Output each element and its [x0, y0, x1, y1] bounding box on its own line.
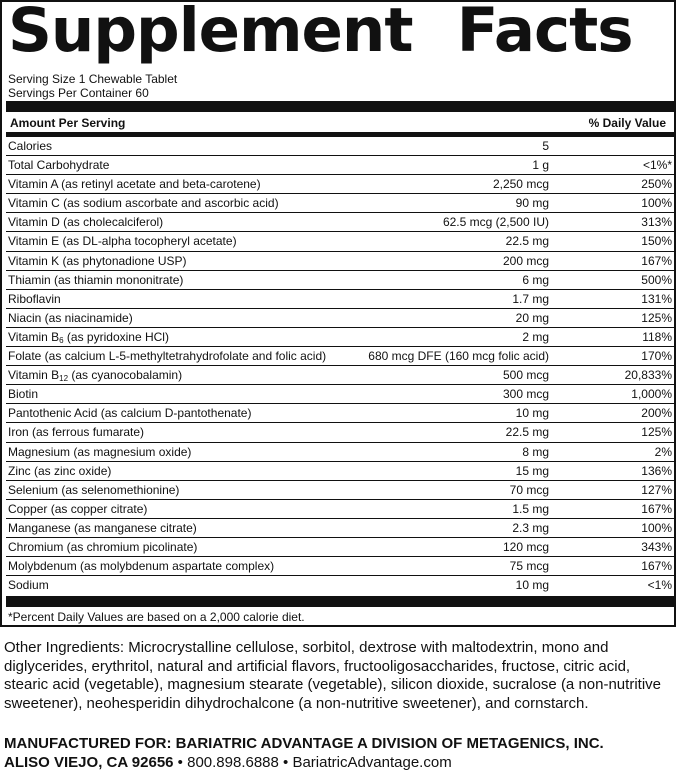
nutrient-amount: 680 mcg DFE (160 mcg folic acid)	[368, 349, 549, 364]
nutrient-daily-value: 127%	[641, 482, 672, 497]
nutrient-amount: 62.5 mcg (2,500 IU)	[442, 215, 549, 230]
nutrient-daily-value: 150%	[641, 234, 672, 249]
table-row	[6, 232, 674, 251]
nutrient-amount: 6 mg	[522, 272, 549, 287]
daily-value-header: % Daily Value	[588, 116, 666, 130]
table-row	[6, 347, 674, 366]
nutrient-daily-value: 20,833%	[624, 368, 672, 383]
nutrient-name: Vitamin A (as retinyl acetate and beta-carotene)	[8, 177, 261, 192]
nutrient-daily-value: 100%	[641, 196, 672, 211]
table-row	[6, 538, 674, 557]
table-row	[6, 576, 674, 595]
table-row	[6, 137, 674, 156]
nutrient-name: Sodium	[8, 578, 49, 593]
nutrient-amount: 2.3 mg	[512, 520, 549, 535]
thick-divider-bottom	[6, 596, 674, 607]
table-row	[6, 519, 674, 538]
nutrient-daily-value: 118%	[642, 329, 672, 344]
nutrient-amount: 22.5 mg	[505, 425, 549, 440]
nutrient-name: Chromium (as chromium picolinate)	[8, 539, 198, 554]
nutrient-amount: 70 mcg	[509, 482, 549, 497]
nutrient-amount: 10 mg	[515, 406, 549, 421]
nutrient-name: Magnesium (as magnesium oxide)	[8, 444, 192, 459]
table-row	[6, 385, 674, 404]
nutrient-name: Calories	[8, 139, 53, 153]
table-row	[6, 213, 674, 232]
table-row	[6, 557, 674, 576]
nutrient-daily-value: 313%	[641, 215, 672, 230]
table-row	[6, 404, 674, 423]
nutrient-daily-value: <1%*	[642, 158, 672, 173]
table-row	[6, 309, 674, 328]
nutrient-daily-value: 136%	[641, 463, 672, 478]
panel-title: Supplement Facts	[8, 0, 633, 66]
nutrient-name: Vitamin $B_{12}$ (as cyanocobalamin)	[8, 368, 183, 384]
nutrient-table	[6, 137, 674, 595]
nutrient-name: Vitamin C (as sodium ascorbate and ascorbic acid)	[8, 196, 279, 211]
nutrient-daily-value: 170%	[641, 349, 672, 364]
nutrient-amount: 90 mg	[515, 196, 549, 211]
nutrient-name: Pantothenic Acid (as calcium D-pantothenate)	[8, 406, 252, 421]
nutrient-amount: 1.7 mg	[512, 291, 549, 306]
nutrient-daily-value: 131%	[641, 291, 672, 306]
nutrient-name: Vitamin K (as phytonadione USP)	[8, 253, 187, 268]
nutrient-name: Iron (as ferrous fumarate)	[8, 425, 145, 440]
nutrient-name: Biotin	[8, 387, 39, 402]
nutrient-name: Vitamin E (as DL-alpha tocopheryl acetate)	[8, 234, 237, 249]
nutrient-daily-value: 167%	[641, 501, 672, 516]
table-header	[10, 114, 666, 132]
nutrient-amount: 500 mcg	[502, 368, 549, 383]
table-row	[6, 500, 674, 519]
daily-value-footnote: *Percent Daily Values are based on a 2,000 calorie diet.	[8, 610, 305, 624]
nutrient-name: Riboflavin	[8, 291, 61, 306]
nutrient-daily-value: 1,000%	[631, 387, 672, 402]
nutrient-name: Copper (as copper citrate)	[8, 501, 148, 516]
nutrient-name: Selenium (as selenomethionine)	[8, 482, 180, 497]
manufacturer-line: MANUFACTURED FOR: BARIATRIC ADVANTAGE A DIVISION OF METAGENICS, INC.	[4, 735, 604, 752]
nutrient-amount: 2 mg	[522, 329, 549, 344]
manufacturer-city: ALISO VIEJO, CA 92656	[4, 754, 174, 771]
nutrient-amount: 15 mg	[515, 463, 549, 478]
table-row	[6, 194, 674, 213]
nutrient-name: Vitamin D (as cholecalciferol)	[8, 215, 164, 230]
nutrient-daily-value: 167%	[641, 253, 672, 268]
nutrient-name: Total Carbohydrate	[8, 158, 110, 173]
thick-divider-top	[6, 101, 674, 112]
nutrient-amount: 22.5 mg	[505, 234, 549, 249]
nutrient-daily-value: 125%	[641, 310, 672, 325]
nutrient-amount: 8 mg	[522, 444, 549, 459]
manufacturer-contact: • 800.898.6888 • BariatricAdvantage.com	[173, 754, 452, 771]
nutrient-amount: 300 mcg	[502, 387, 549, 402]
nutrient-amount: 20 mg	[515, 310, 549, 325]
table-row	[6, 175, 674, 194]
serving-size: Serving Size 1 Chewable Tablet	[8, 72, 178, 86]
nutrient-name: Folate (as calcium L-5-methyltetrahydrofolate and folic acid)	[8, 349, 327, 364]
other-ingredients: Other Ingredients: Microcrystalline cellulose, sorbitol, dextrose with maltodextrin, mono and diglycerides, erythritol, natural and artificial flavors, fructooligosaccharides, fructose, citric acid, stearic acid (vegetable), magnesium stearate (vegetable), silicon dioxide, sucralose (a non-nutritive sweetener), neohesperidin dihydrochalcone (a non-nutritive sweetener), and cornstarch.	[4, 639, 661, 712]
table-row	[6, 443, 674, 462]
nutrient-daily-value: 125%	[641, 425, 672, 440]
nutrient-daily-value: 167%	[641, 559, 672, 574]
servings-per-container: Servings Per Container 60	[8, 86, 149, 100]
nutrient-amount: 75 mcg	[509, 559, 549, 574]
amount-per-serving-header: Amount Per Serving	[10, 116, 126, 130]
nutrient-daily-value: <1%	[647, 578, 672, 593]
table-row	[6, 252, 674, 271]
manufacturer-address	[4, 753, 452, 772]
nutrient-name: Molybdenum (as molybdenum aspartate complex)	[8, 559, 275, 574]
nutrient-daily-value: 2%	[654, 444, 672, 459]
table-row	[6, 290, 674, 309]
nutrient-amount: 200 mcg	[502, 253, 549, 268]
table-row	[6, 481, 674, 500]
nutrient-name: Vitamin $B_6$ (as pyridoxine HCl)	[8, 329, 169, 345]
nutrient-amount: 10 mg	[515, 578, 549, 593]
nutrient-name: Niacin (as niacinamide)	[8, 310, 133, 325]
nutrient-name: Thiamin (as thiamin mononitrate)	[8, 272, 184, 287]
nutrient-daily-value: 250%	[641, 177, 672, 192]
nutrient-name: Zinc (as zinc oxide)	[8, 463, 112, 478]
table-row	[6, 423, 674, 442]
nutrient-amount: 2,250 mcg	[492, 177, 549, 192]
table-row	[6, 328, 674, 347]
nutrient-daily-value: 500%	[641, 272, 672, 287]
table-row	[6, 462, 674, 481]
nutrient-amount: 1.5 mg	[512, 501, 549, 516]
nutrient-amount: 1 g	[532, 158, 549, 173]
nutrient-daily-value: 343%	[641, 539, 672, 554]
nutrient-daily-value: 100%	[641, 520, 672, 535]
table-row	[6, 156, 674, 175]
nutrient-daily-value: 200%	[641, 406, 672, 421]
table-row	[6, 366, 674, 385]
table-row	[6, 271, 674, 290]
nutrient-amount: 5	[542, 139, 549, 153]
nutrient-name: Manganese (as manganese citrate)	[8, 520, 197, 535]
nutrient-amount: 120 mcg	[502, 539, 549, 554]
